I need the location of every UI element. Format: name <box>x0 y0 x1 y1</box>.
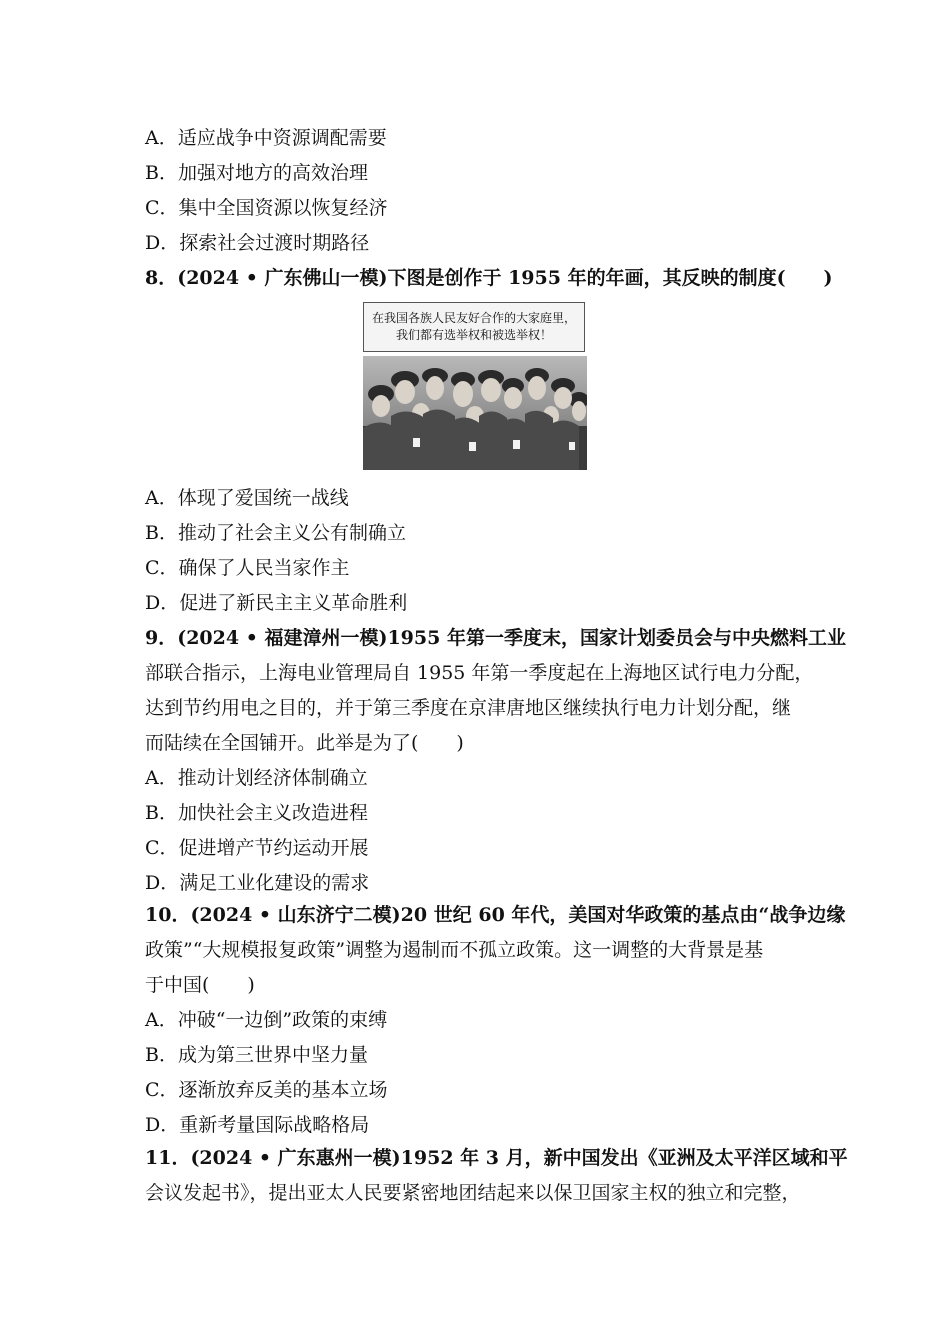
q7-option-c: C．集中全国资源以恢复经济 <box>145 197 388 219</box>
q7-option-b: B．加强对地方的高效治理 <box>145 162 368 184</box>
q8-option-c: C．确保了人民当家作主 <box>145 557 350 579</box>
q11-stem-line-1: 11．(2024 • 广东惠州一模)1952 年 3 月，新中国发出《亚洲及太平洋区域和平 <box>145 1147 848 1169</box>
painting-caption-line-1: 在我国各族人民友好合作的大家庭里， <box>371 311 576 325</box>
q10-stem-line-1: 10．(2024 • 山东济宁二模)20 世纪 60 年代，美国对华政策的基点由“战争边缘 <box>145 904 846 926</box>
q8-option-d: D．促进了新民主主义革命胜利 <box>145 592 408 614</box>
q9-option-c: C．促进增产节约运动开展 <box>145 837 369 859</box>
q10-option-d: D．重新考量国际战略格局 <box>145 1114 370 1136</box>
q10-option-c: C．逐渐放弃反美的基本立场 <box>145 1079 388 1101</box>
q9-stem-line-1: 9．(2024 • 福建漳州一模)1955 年第一季度末，国家计划委员会与中央燃料工业 <box>145 627 846 649</box>
painting-caption-line-2: 我们都有选举权和被选举权！ <box>395 328 552 342</box>
q9-stem-line-4: 而陆续在全国铺开。此举是为了( ) <box>145 732 464 754</box>
q10-stem-line-3: 于中国( ) <box>145 974 255 996</box>
q7-option-a: A．适应战争中资源调配需要 <box>145 127 387 149</box>
q9-option-a: A．推动计划经济体制确立 <box>145 767 368 789</box>
q8-stem: 8．(2024 • 广东佛山一模)下图是创作于 1955 年的年画，其反映的制度( ) <box>145 267 833 289</box>
q10-option-a: A．冲破“一边倒”政策的束缚 <box>145 1009 388 1031</box>
q7-option-d: D．探索社会过渡时期路径 <box>145 232 370 254</box>
q9-stem-line-2: 部联合指示，上海电业管理局自 1955 年第一季度起在上海地区试行电力分配， <box>145 662 814 684</box>
painting-caption <box>363 302 585 352</box>
q10-option-b: B．成为第三世界中坚力量 <box>145 1044 368 1066</box>
q11-stem-line-2: 会议发起书》，提出亚太人民要紧密地团结起来以保卫国家主权的独立和完整， <box>145 1182 801 1204</box>
q9-option-d: D．满足工业化建设的需求 <box>145 872 370 894</box>
q8-new-year-painting <box>363 302 587 470</box>
q9-option-b: B．加快社会主义改造进程 <box>145 802 368 824</box>
q8-option-a: A．体现了爱国统一战线 <box>145 487 349 509</box>
painting-people-illustration <box>363 356 587 470</box>
q10-stem-line-2: 政策”“大规模报复政策”调整为遏制而不孤立政策。这一调整的大背景是基 <box>145 939 764 961</box>
q8-option-b: B．推动了社会主义公有制确立 <box>145 522 406 544</box>
q9-stem-line-3: 达到节约用电之目的，并于第三季度在京津唐地区继续执行电力计划分配，继 <box>145 697 792 719</box>
